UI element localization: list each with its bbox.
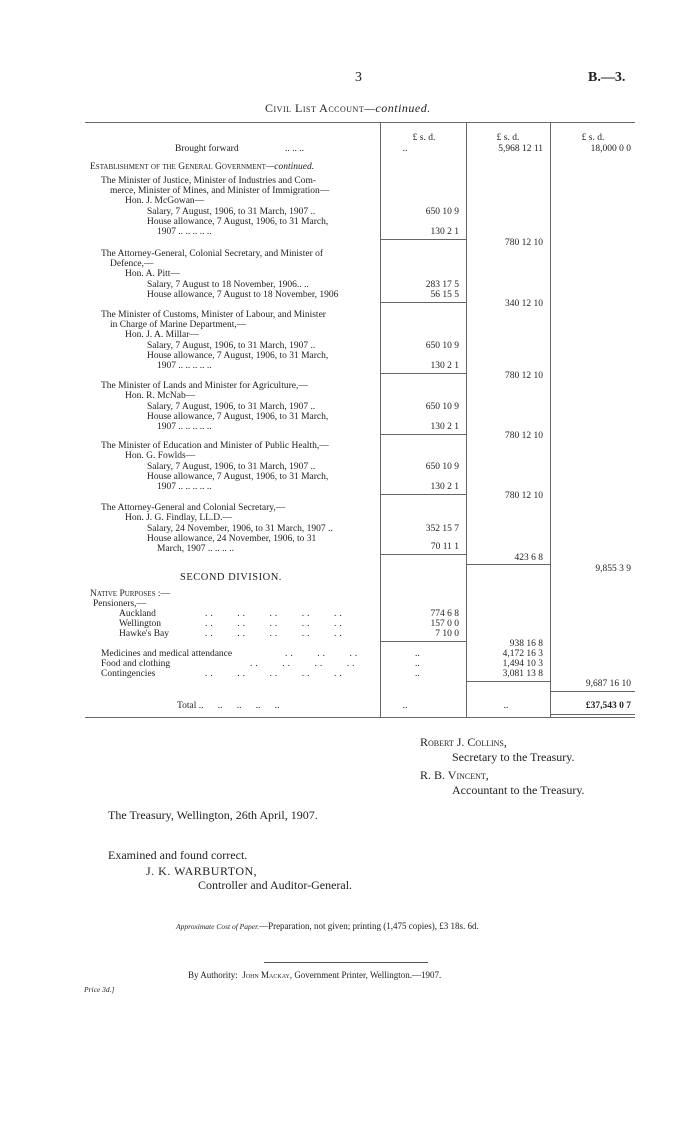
- entry-line: House allowance, 7 August to 18 November, 1906: [147, 290, 339, 300]
- entry-line: House allowance, 24 November, 1906, to 31: [147, 534, 317, 544]
- entry-line: 1907 .. .. .. .. ..: [157, 361, 212, 371]
- entry-line: merce, Minister of Mines, and Minister of Immigration—: [110, 186, 330, 196]
- signatory-name: R. B. Vincent,: [420, 768, 489, 782]
- leader-dots: .. .. .. .. ..: [205, 669, 345, 679]
- entry-salary: 352 15 7: [425, 524, 459, 534]
- column-divider: [550, 123, 551, 717]
- entry-line: The Minister of Customs, Minister of Labour, and Minister: [101, 310, 326, 320]
- item-name: Food and clothing: [101, 659, 171, 669]
- total-label-text: Total: [177, 701, 197, 711]
- total-label: Total .. .. .. .. ..: [177, 701, 280, 711]
- pensioners-label: Pensioners,—: [93, 599, 147, 609]
- signatory-title: Accountant to the Treasury.: [452, 783, 585, 797]
- subtotal-rule: [380, 494, 466, 495]
- entry-total: 780 12 10: [505, 371, 543, 381]
- cost-note: [176, 921, 479, 931]
- total-col1: ..: [402, 701, 408, 711]
- printer-line: [188, 970, 441, 980]
- item-value: 3,081 13 8: [502, 669, 543, 679]
- entry-salary: 283 17 5: [425, 280, 459, 290]
- entry-total: 340 12 10: [505, 299, 543, 309]
- entry-salary: 650 10 9: [425, 462, 459, 472]
- auditor-title: Controller and Auditor-General.: [198, 878, 353, 892]
- cost-label: Approximate Cost of Paper.: [176, 922, 260, 931]
- entry-line: Hon. J. McGowan—: [125, 196, 205, 206]
- entry-line: House allowance, 7 August, 1906, to 31 March,: [147, 412, 329, 422]
- entry-line: The Minister of Justice, Minister of Industries and Com-: [101, 176, 317, 186]
- place-name: Wellington: [119, 619, 161, 629]
- column-divider: [466, 123, 467, 717]
- subtotal-rule: [380, 641, 466, 642]
- total-rule: [550, 714, 635, 715]
- document-reference: B.—3.: [588, 70, 626, 85]
- civil-list-table: [85, 122, 635, 718]
- native-purposes-label: Native Purposes: [90, 589, 156, 599]
- column-header-3: £ s. d.: [581, 133, 605, 143]
- signatory-title: Secretary to the Treasury.: [452, 750, 575, 764]
- subtotal-rule: [380, 434, 466, 435]
- title-main: Civil List Account: [265, 101, 365, 115]
- col1-dots: ..: [415, 659, 420, 669]
- entry-line: Hon. J. A. Millar—: [125, 330, 199, 340]
- signatory-name: Robert J. Collins,: [420, 735, 507, 749]
- entry-total: 423 6 8: [514, 553, 543, 563]
- native-purposes-total: 9,687 16 10: [585, 679, 631, 689]
- leader-dots: .. .. ..: [285, 649, 361, 659]
- place-name: Hawke's Bay: [119, 629, 169, 639]
- entry-total: 780 12 10: [505, 491, 543, 501]
- item-value: 1,494 10 3: [502, 659, 543, 669]
- leader-dots: .. .. .. .. ..: [205, 619, 345, 629]
- auditor-name: J. K. WARBURTON,: [146, 864, 258, 878]
- col1-dots: ..: [415, 649, 420, 659]
- section-title-main: Establishment of the General Government: [90, 162, 266, 172]
- entry-line: House allowance, 7 August, 1906, to 31 March,: [147, 217, 329, 227]
- leader-dots: .. .. .. .. ..: [205, 609, 345, 619]
- column-header-2: £ s. d.: [496, 133, 520, 143]
- item-name: Medicines and medical attendance: [101, 649, 233, 659]
- place-name: Auckland: [119, 609, 156, 619]
- entry-allowance: 130 2 1: [430, 361, 459, 371]
- printer-prefix: By Authority:: [188, 970, 238, 980]
- place-value: 157 0 0: [430, 619, 459, 629]
- subtotal-rule: [380, 373, 466, 374]
- entry-line: March, 1907 .. .. .. ..: [157, 544, 235, 554]
- entry-line: Salary, 7 August, 1906, to 31 March, 1907 ..: [147, 462, 316, 472]
- cost-text: —Preparation, not given; printing (1,475 copies), £3 18s. 6d.: [259, 921, 479, 931]
- entry-line: The Minister of Education and Minister of Public Health,—: [101, 441, 329, 451]
- entry-line: Hon. A. Pitt—: [125, 269, 180, 279]
- entry-allowance: 130 2 1: [430, 482, 459, 492]
- entry-allowance: 130 2 1: [430, 227, 459, 237]
- price: Price 3d.]: [84, 985, 115, 994]
- entry-line: 1907 .. .. .. .. ..: [157, 422, 212, 432]
- brought-forward-col2: 5,968 12 11: [498, 144, 543, 154]
- place-value: 774 6 8: [430, 609, 459, 619]
- entry-line: Salary, 24 November, 1906, to 31 March, 1907 ..: [147, 524, 333, 534]
- brought-forward-col3: 18,000 0 0: [590, 144, 631, 154]
- subtotal-rule: [380, 554, 466, 555]
- printer-name: John Mackay,: [242, 970, 293, 980]
- subtotal-rule: [380, 239, 466, 240]
- subtotal-rule: [466, 681, 550, 682]
- subtotal-rule: [380, 302, 466, 303]
- entry-salary: 650 10 9: [425, 207, 459, 217]
- entry-line: House allowance, 7 August, 1906, to 31 March,: [147, 351, 329, 361]
- entry-line: Salary, 7 August, 1906, to 31 March, 1907 ..: [147, 207, 316, 217]
- entry-line: Hon. J. G. Findlay, LL.D.—: [125, 513, 233, 523]
- brought-forward-col1: ..: [402, 144, 408, 154]
- total-col2: ..: [503, 701, 509, 711]
- first-division-total: 9,855 3 9: [595, 564, 631, 574]
- entry-line: Salary, 7 August, 1906, to 31 March, 1907 ..: [147, 402, 316, 412]
- subtotal-rule: [550, 691, 635, 692]
- col1-dots: ..: [415, 669, 420, 679]
- entry-total: 780 12 10: [505, 238, 543, 248]
- entry-line: Hon. R. McNab—: [125, 391, 196, 401]
- entry-line: Salary, 7 August to 18 November, 1906.. ..: [147, 280, 309, 290]
- entry-salary: 650 10 9: [425, 402, 459, 412]
- entry-line: Defence,—: [110, 259, 154, 269]
- entry-line: Hon. G. Fowlds—: [125, 451, 196, 461]
- entry-line: 1907 .. .. .. .. ..: [157, 482, 212, 492]
- native-purposes-title: Native Purposes :—: [90, 589, 170, 599]
- page-number: 3: [355, 70, 362, 85]
- section-title: [90, 162, 314, 172]
- divider-rule: [264, 962, 428, 963]
- item-value: 4,172 16 3: [502, 649, 543, 659]
- entry-line: The Attorney-General and Colonial Secretary,—: [101, 503, 286, 513]
- leader-dots: .. .. .. ..: [250, 659, 358, 669]
- brought-forward-label: Brought forward: [175, 144, 239, 154]
- entry-salary: 650 10 9: [425, 341, 459, 351]
- entry-line: The Attorney-General, Colonial Secretary, and Minister of: [101, 249, 324, 259]
- grand-total: £37,543 0 7: [585, 701, 631, 711]
- printer-rest: Government Printer, Wellington.—1907.: [294, 970, 442, 980]
- examined-statement: Examined and found correct.: [108, 848, 248, 862]
- page-title: [265, 101, 431, 116]
- entry-allowance: 56 15 5: [430, 290, 459, 300]
- section-title-cont: —continued.: [265, 162, 315, 172]
- entry-line: The Minister of Lands and Minister for Agriculture,—: [101, 381, 308, 391]
- entry-line: in Charge of Marine Department,—: [110, 320, 247, 330]
- column-divider: [380, 123, 381, 717]
- second-division-heading: SECOND DIVISION.: [180, 572, 282, 583]
- column-header-1: £ s. d.: [412, 133, 436, 143]
- entry-allowance: 130 2 1: [430, 422, 459, 432]
- entry-line: 1907 .. .. .. .. ..: [157, 227, 212, 237]
- leader-dots: .. .. .. .. ..: [205, 629, 345, 639]
- place-value: 7 10 0: [435, 629, 459, 639]
- pensioners-total: 938 16 8: [509, 639, 543, 649]
- place-and-date: The Treasury, Wellington, 26th April, 1907.: [108, 808, 318, 822]
- brought-forward-dots: .. .. ..: [285, 144, 304, 154]
- entry-allowance: 70 11 1: [430, 542, 459, 552]
- entry-total: 780 12 10: [505, 431, 543, 441]
- item-name: Contingencies: [101, 669, 156, 679]
- entry-line: House allowance, 7 August, 1906, to 31 March,: [147, 472, 329, 482]
- title-continued: —continued.: [364, 101, 431, 115]
- subtotal-rule: [466, 564, 550, 565]
- entry-line: Salary, 7 August, 1906, to 31 March, 1907 ..: [147, 341, 316, 351]
